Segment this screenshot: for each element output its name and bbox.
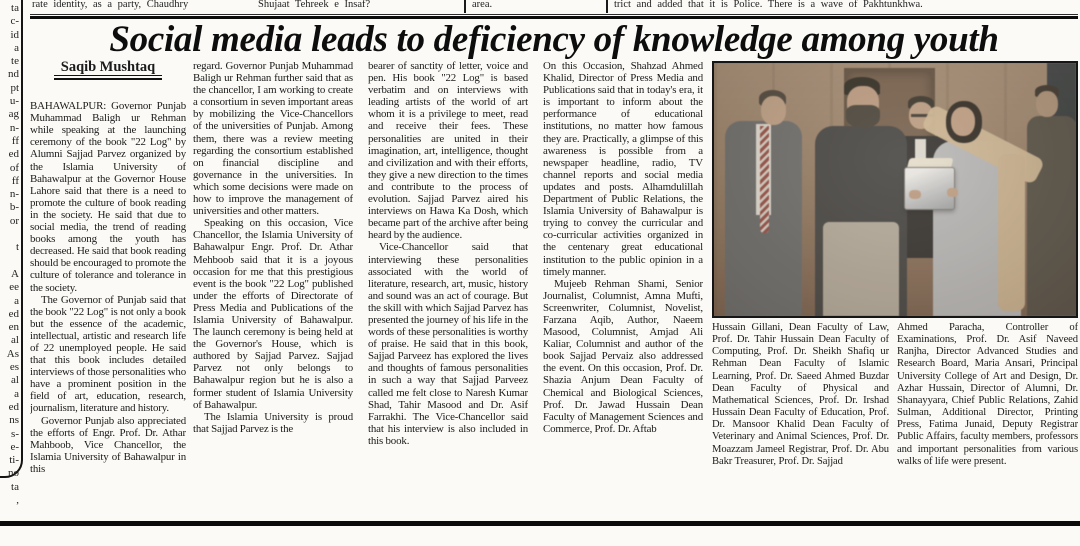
edge-fragment: ta [11, 480, 19, 493]
edge-fragment: a [14, 387, 19, 400]
edge-fragment: ns [9, 414, 19, 427]
edge-fragment: ta [11, 2, 19, 14]
governor-beard [846, 105, 880, 128]
body-paragraph: On this Occasion, Shahzad Ahmed Khalid, Director of Press Media and Publications said that in today's era, it is important to inform about the performance of educational institutions, no matter how famous they are. Practically, a glimpse of this awareness is possible from a newspaper headline, radio, TV channel reports and social media updates and posts. Alhamdulillah Department of Public Relations, the Islamia University of Bahawalpur is trying to convey the curricular and co-curricular activities organized in the centenary great educational institution to the public opinion in a timely manner. [543, 60, 703, 278]
column-paragraphs [368, 60, 528, 447]
edge-fragment: ag [8, 108, 19, 121]
edge-fragment: ff [11, 134, 19, 147]
headline: Social media leads to deficiency of knowledge among youth [109, 19, 999, 60]
edge-fragment: ti- [9, 454, 19, 467]
top-strip-segment: trict and added that it is Police. There is a wave of Pakhtunkhwa. [614, 0, 923, 10]
header-rule-thin [30, 14, 1078, 15]
photo-caption-column-2 [897, 322, 1078, 518]
edge-fragment: n- [9, 188, 19, 201]
top-strip-segment: Shujaat Tehreek e Insaf? [258, 0, 371, 10]
edge-fragment: te [11, 55, 19, 68]
edge-fragment: As [6, 347, 19, 360]
governor-shalwar [823, 222, 899, 316]
edge-fragment: a [14, 294, 19, 307]
left-edge-fragments [0, 2, 19, 546]
edge-fragment: ff [11, 174, 19, 187]
woman-dupatta-drape [998, 154, 1025, 311]
edge-fragment: t [15, 241, 19, 254]
edge-fragment: b- [9, 201, 19, 214]
person-left-face [761, 96, 786, 125]
edge-fragment: A [11, 267, 19, 280]
edge-fragment: e- [10, 440, 19, 453]
byline-wrap [30, 61, 186, 76]
top-strip [0, 0, 1080, 13]
column-paragraphs [543, 60, 703, 435]
edge-fragment: nd [8, 68, 19, 81]
edge-fragment: , [16, 493, 19, 506]
body-paragraph: Speaking on this occasion, Vice Chancellor, the Islamia University of Bahawalpur Engr. Prof. Dr. Athar Mehboob said that it is a joyous occasion for me that this prestigious event is the book "22 Log" published under the efforts of Directorate of Press Media and Publications of the Islamia University of Bahawalpur. The launch ceremony is being held at the Governor's House, which is authored by Sajjad Parvez. Sajjad Parvez not only belongs to Bahawalpur region but he is also a former student of Islamia University of Bahawalpur. [193, 217, 353, 411]
woman-face [951, 107, 975, 136]
body-paragraph: The Governor of Punjab said that the book "22 Log" is not only a book but the essence of the academic, intellectual, artistic and research life of 22 unemployed people. He said that this book includes detailed interviews of those personalities who have a prominent position in the field of art, education, research, journalism, literature and history. [30, 293, 186, 415]
body-paragraph: bearer of sanctity of letter, voice and pen. His book "22 Log" is based verbatim and on interviews with leading artists of the world of art whom it is a privilege to meet, read and receive their fees. These personalities are united in their imagination, art, intelligence, thought and civilization and with their efforts, they give a new direction to the times and contribute to the process of evolution. Sajjad Parvez aired his interviews on Hawa Ka Dosh, which became part of the archive after being heard by the audience. [368, 60, 528, 242]
body-paragraph: regard. Governor Punjab Muhammad Baligh ur Rehman further said that as the chancellor, I am working to create a consortium in seven important areas by mobilizing the Vice-Chancellors of the universities of Punjab. Among them, there was a review meeting regarding the consortium established on financial discipline and governance in the universities. In which some decisions were made on how to improve the management of universities and other matters. [193, 60, 353, 218]
edge-fragment [0, 228, 19, 241]
edge-fragment: al [11, 334, 19, 347]
column-divider [464, 0, 466, 13]
caption-paragraph: Hussain Gillani, Dean Faculty of Law, Prof. Dr. Tahir Hussain Dean Faculty of Computing, Prof. Dr. Sheikh Shafiq ur Rehman Dean Faculty of Islamic Learning, Prof. Dr. Saeed Ahmed Buzdar Dean Faculty of Physical and Mathematical Sciences, Prof. Dr. Irshad Hussain Dean Faculty of Education, Prof. Dr. Mansoor Khalid Dean Faculty of Veterinary and Animal Sciences, Prof. Dr. Moazzam Jameel Registrar, Prof. Dr. Abu Bakr Treasurer, Prof. Dr. Sajjad [712, 322, 889, 467]
edge-fragment: es [9, 361, 19, 374]
column-divider [606, 0, 608, 13]
body-paragraph: Mujeeb Rehman Shami, Senior Journalist, Columnist, Amna Mufti, Screenwriter, Columnist, Novelist, Farzana Aqib, Author, Naeem Masood, Columnist, Amjad Ali Kaliar, Columnist and author of the book Sajjad Pervaiz also addressed the event. On this occasion, Prof. Dr. Shazia Anjum Dean Faculty of Chemical and Biological Sciences, Prof. Dr. Jawad Hussain Dean Faculty of Management Sciences and Commerce, Prof. Dr. Aftab [543, 277, 703, 435]
bottom-rule [0, 521, 1080, 526]
governor-hand [909, 190, 921, 199]
edge-fragment: of [9, 161, 19, 174]
body-paragraph: The Islamia University is proud that Sajjad Parvez is the [193, 410, 353, 435]
body-paragraph: Vice-Chancellor said that interviewing these personalities associated with the world of literature, research, art, music, history and sound was an act of courage. But the skill with which Sajjad Parvez has presented the journey of his life in the words of these personalities is worthy of praise. He said that in this book, Sajjad Parveez has explored the lives and thoughts of famous personalities in such a way that Sajjad Parveez called me felt close to Naresh Kumar Shad, Tahir Masood and Dr. Asif Farrakhi. The Vice-Chancellor said that his interview is also included in this book. [368, 241, 528, 447]
column-paragraphs [30, 100, 186, 475]
edge-fragment: al [11, 374, 19, 387]
body-column-2 [193, 60, 353, 518]
ceremony-photo [712, 61, 1078, 318]
edge-fragment: en [8, 321, 19, 334]
top-strip-segment: rate identity, as a party, Chaudhry [32, 0, 189, 10]
edge-fragment: id [10, 28, 19, 41]
photo-scene [714, 63, 1076, 316]
edge-fragment: u- [9, 95, 19, 108]
edge-fragment: ed [8, 148, 19, 161]
edge-fragment: ee [9, 281, 19, 294]
body-paragraph: BAHAWALPUR: Governor Punjab Muhammad Baligh ur Rehman while speaking at the launching ceremony of the book "22 Log" by Alumni Sajjad Parvez organized by the Islamia University of Bahawalpur at the Governor House Lahore said that there is a need to promote the culture of book reading in the society. He said that due to social media, the trend of reading books among the youth has decreased. He said that book reading should be encouraged to promote the culture of tolerance and tolerance in the society. [30, 100, 186, 294]
photo-caption-column-1 [712, 322, 889, 518]
edge-fragment: n- [9, 121, 19, 134]
column-paragraphs [193, 60, 353, 435]
body-column-4 [543, 60, 703, 518]
edge-fragment: a [14, 41, 19, 54]
caption-paragraph: Ahmed Paracha, Controller of Examinations, Prof. Dr. Asif Naveed Ranjha, Director Advanced Studies and Research Board, Maria Ansari, Principal University College of Art and Design, Dr. Azhar Hussain, Director of Alumni, Dr. Shanayyara, Chief Public Relations, Zahid Sulman, Additional Director, Printing Press, Fatima Junaid, Deputy Registrar Public Affairs, faculty members, professors and important personalities from various walks of life were present. [897, 322, 1078, 467]
edge-fragment: no [8, 467, 19, 480]
edge-fragment: pt [10, 81, 19, 94]
edge-fragment: s- [11, 427, 19, 440]
person-right-coat [1027, 116, 1077, 316]
body-column-1 [30, 60, 186, 518]
person-right-face [1036, 91, 1058, 117]
top-strip-segment: area. [472, 0, 493, 10]
edge-fragment: or [9, 214, 19, 227]
edge-fragment: ed [8, 307, 19, 320]
edge-fragment [0, 255, 19, 268]
byline: Saqib Mushtaq [54, 61, 163, 76]
person-left-striped-tie [760, 126, 769, 232]
edge-fragment: ed [8, 400, 19, 413]
edge-fragment: c- [10, 15, 19, 28]
body-column-3 [368, 60, 528, 518]
body-paragraph: Governor Punjab also appreciated the efforts of Engr. Prof. Dr. Athar Mahboob, Vice Chancellor, the Islamia University of Bahawalpur in this [30, 414, 186, 475]
